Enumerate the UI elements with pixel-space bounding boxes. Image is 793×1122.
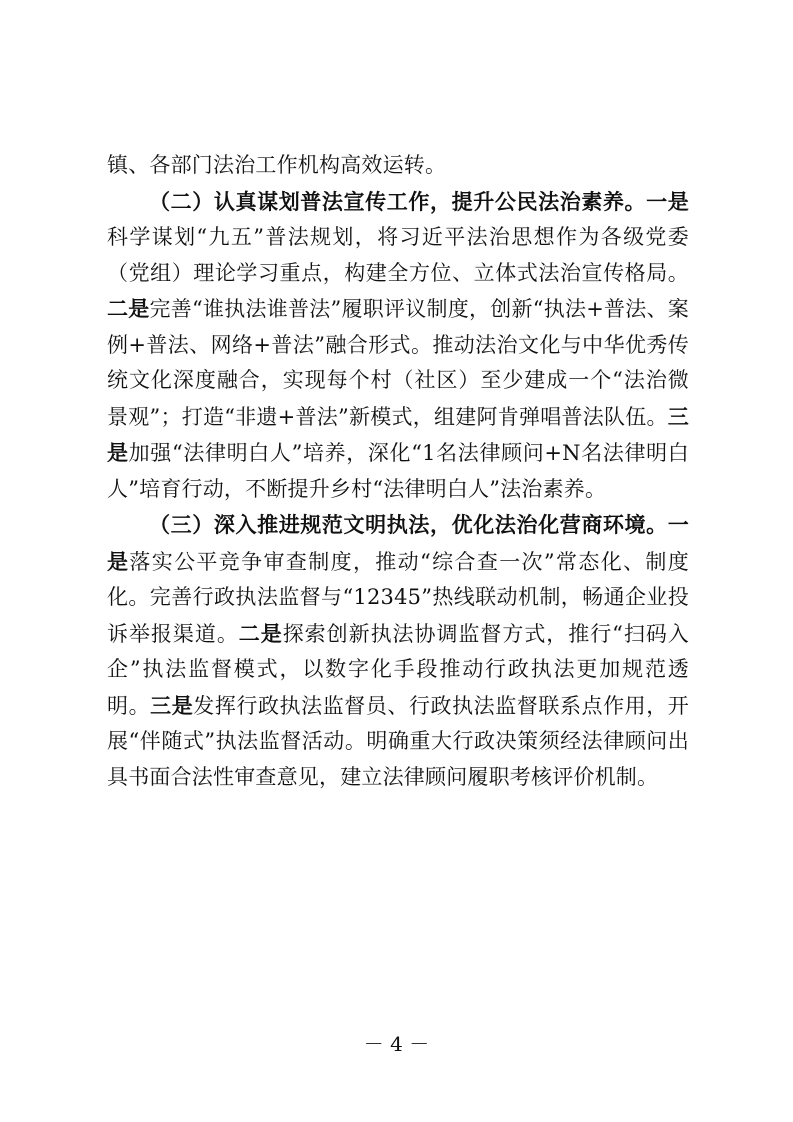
section-3-point-1-label: 一是 xyxy=(107,512,689,574)
section-3-point-1-text: 落实公平竞争审查制度，推动“综合查一次”常态化、制度化。完善行政执法监督与“12345”热线联动机制，畅通企业投诉举报渠道。 xyxy=(107,549,689,646)
section-3-heading: （三）深入推进规范文明执法，优化法治化营商环境。 xyxy=(149,512,668,537)
section-2-point-2-label: 二是 xyxy=(107,296,150,321)
section-3-point-3-label: 三是 xyxy=(150,692,194,718)
continuation-paragraph xyxy=(107,148,689,184)
section-2-point-1-text: 科学谋划“九五”普法规划，将习近平法治思想作为各级党委（党组）理论学习重点，构建全方位、立体式法治宣传格局。 xyxy=(107,225,689,285)
section-2-point-3-label: 三是 xyxy=(107,403,689,465)
section-2-heading: （二）认真谋划普法宣传工作，提升公民法治素养。 xyxy=(149,188,647,214)
continuation-text: 镇、各部门法治工作机构高效运转。 xyxy=(107,153,447,177)
page-number: － 4 － xyxy=(363,1032,430,1056)
section-3-point-2-label: 二是 xyxy=(238,620,283,646)
section-3-point-2-text: 探索创新执法协调监督方式，推行“扫码入企”执法监督模式，以数字化手段推动行政执法更加规范透明。 xyxy=(107,621,689,718)
section-2-point-3-text: 加强“法律明白人”培养，深化“1名法律顾问+N名法律明白人”培育行动，不断提升乡村“法律明白人”法治素养。 xyxy=(107,441,690,501)
section-2-paragraph xyxy=(107,184,689,508)
section-3-point-3-text: 发挥行政执法监督员、行政执法监督联系点作用，开展“伴随式”执法监督活动。明确重大行政决策须经法律顾问出具书面合法性审查意见，建立法律顾问履职考核评价机制。 xyxy=(107,693,689,789)
section-3-paragraph xyxy=(107,507,689,795)
section-2-point-1-label: 一是 xyxy=(646,188,689,214)
section-2-point-2-text: 完善“谁执法谁普法”履职评议制度，创新“执法+普法、案例+普法、网络+普法”融合形式。推动法治文化与中华优秀传统文化深度融合，实现每个村（社区）至少建成一个“法治微景观”；打造“非遗+普法”新模式，组建阿肯弹唱普法队伍。 xyxy=(107,297,689,429)
document-body xyxy=(107,148,689,795)
